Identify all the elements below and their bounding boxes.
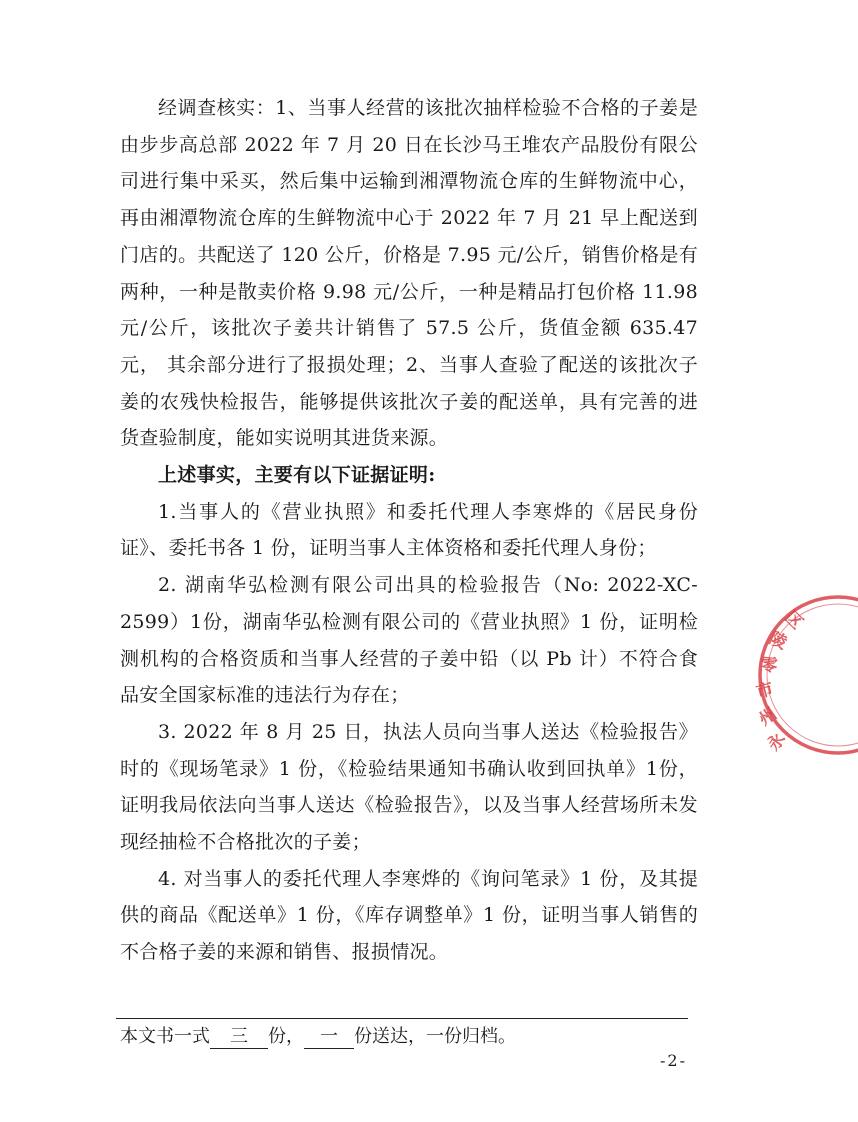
served-count: 一 (304, 1026, 354, 1049)
copies-suffix: 份送达，一份归档。 (354, 1026, 516, 1047)
evidence-item-1: 1.当事人的《营业执照》和委托代理人李寒烨的《居民身份证》、委托书各 1 份，证明当事人主体资格和委托代理人身份； (120, 500, 698, 560)
document-body (120, 90, 698, 971)
copies-count: 三 (210, 1026, 268, 1049)
svg-text:零: 零 (759, 655, 779, 677)
evidence-item-2: 2. 湖南华弘检测有限公司出具的检验报告（No: 2022-XC-2599）1份，湖南华弘检测有限公司的《营业执照》1 份，证明检测机构的合格资质和当事人经营的子姜中铅（以 Pb 计）不符合食品安全国家标准的违法行为存在； (120, 574, 698, 707)
page-number: -2- (660, 1051, 687, 1070)
evidence-heading: 上述事实，主要有以下证据证明: (158, 464, 436, 487)
svg-text:区: 区 (780, 607, 807, 634)
svg-text:市: 市 (754, 679, 776, 703)
svg-text:陵: 陵 (765, 628, 790, 654)
svg-text:永: 永 (763, 729, 790, 755)
investigation-paragraph: 经调查核实：1、当事人经营的该批次抽样检验不合格的子姜是由步步高总部 2022 年 7 月 20 日在长沙马王堆农产品股份有限公司进行集中采买，然后集中运输到湘潭物流仓库的生鲜物流中心，再由湘潭物流仓库的生鲜物流中心于 2022 年 7 月 21 早上配送到门店的。共配送了 120 公斤，价格是 7.95 元/公斤，销售价格是有两种，一种是散卖价格 9.98 元/公斤，一种是精品打包价格 11.98 元/公斤，该批次子姜共计销售了 57.5 公斤，货值金额 635.47 元， 其余部分进行了报损处理；2、当事人查验了配送的该批次子姜的农残快检报告，能够提供该批次子姜的配送单，具有完善的进货查验制度，能如实说明其进货来源。 (120, 97, 698, 450)
official-seal-icon (738, 590, 858, 770)
copies-prefix: 本文书一式 (120, 1026, 210, 1047)
footer-divider (116, 1018, 688, 1019)
svg-text:州: 州 (755, 703, 781, 731)
copies-statement (120, 1023, 516, 1051)
evidence-item-4: 4. 对当事人的委托代理人李寒烨的《询问笔录》1 份，及其提供的商品《配送单》1 份，《库存调整单》1 份，证明当事人销售的不合格子姜的来源和销售、报损情况。 (120, 867, 698, 964)
copies-middle: 份， (268, 1026, 304, 1047)
evidence-item-3: 3. 2022 年 8 月 25 日，执法人员向当事人送达《检验报告》时的《现场笔录》1 份，《检验结果通知书确认收到回执单》1份，证明我局依法向当事人送达《检验报告》，以及当事人经营场所未发现经抽检不合格批次的子姜； (120, 720, 698, 854)
